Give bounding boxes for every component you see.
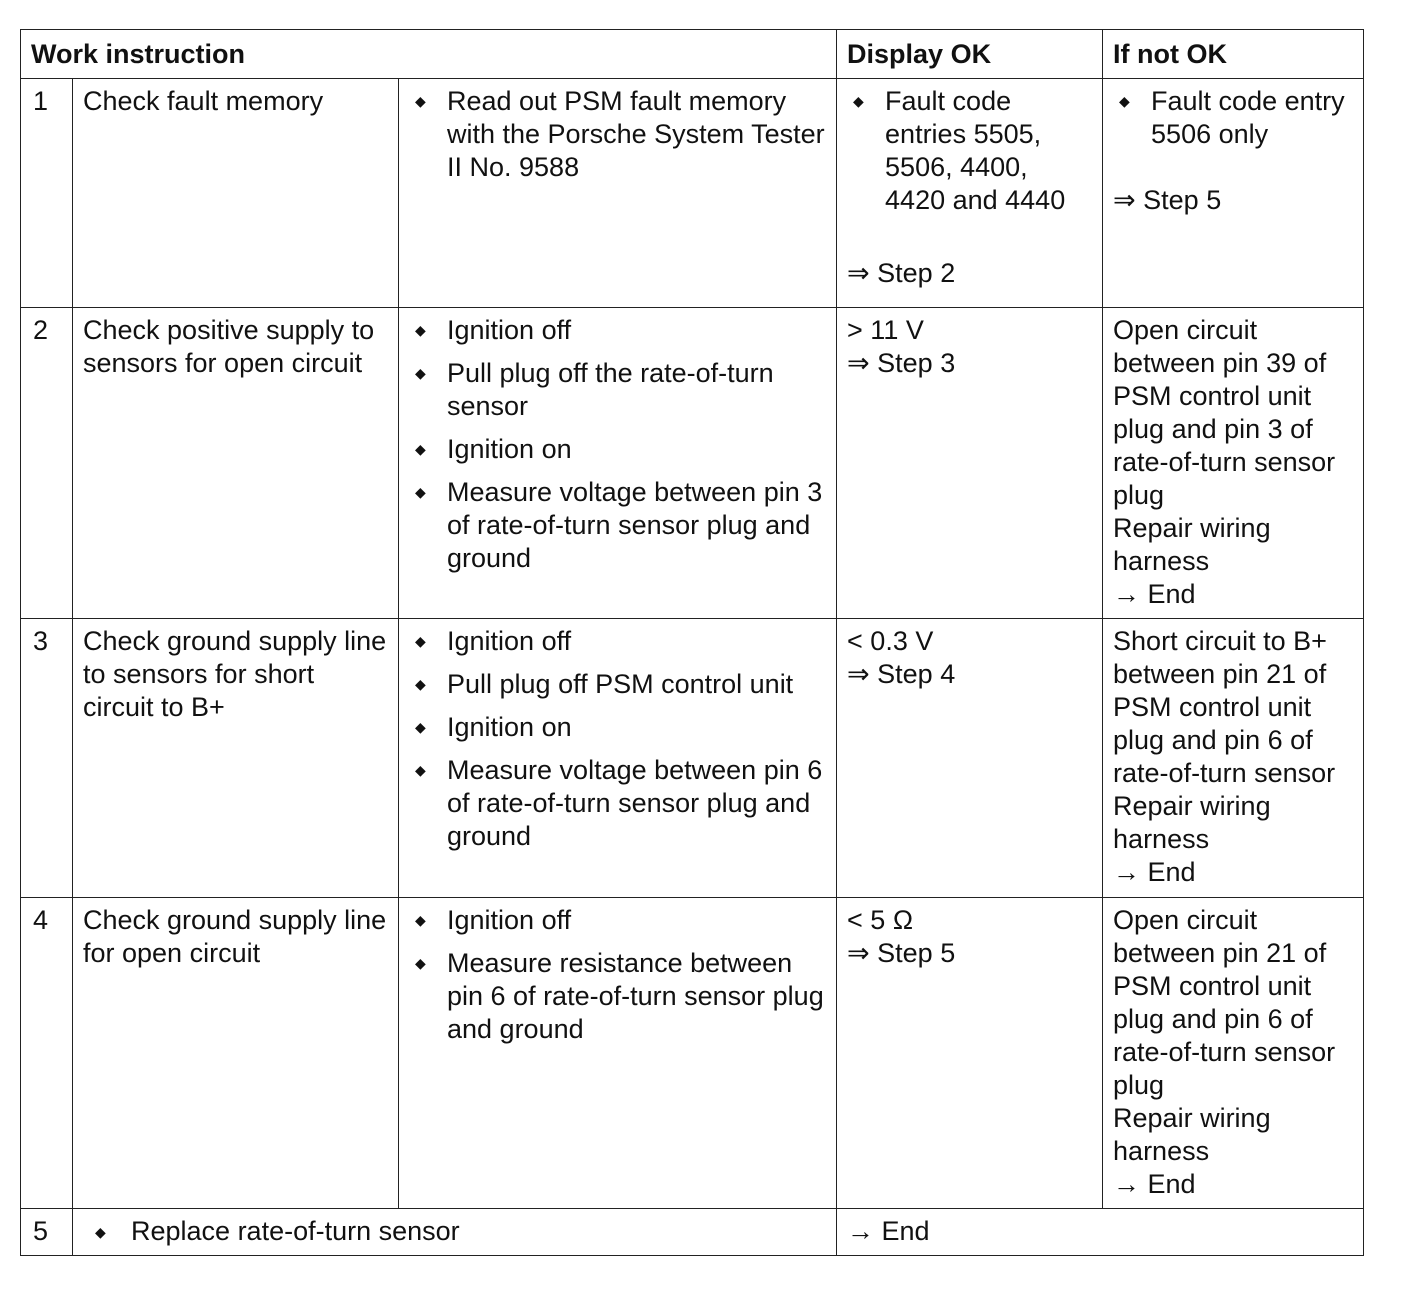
- not-ok-cell: [1103, 79, 1364, 308]
- instruction-steps: [399, 79, 837, 308]
- instruction-bullet: ◆ Read out PSM fault memory with the Porsche System Tester II No. 9588: [409, 85, 826, 184]
- instruction-bullet: ◆ Measure voltage between pin 6 of rate-of-turn sensor plug and ground: [409, 754, 826, 853]
- instruction-bullet: ◆ Ignition off: [409, 904, 826, 937]
- display-ok-next-step: → End: [847, 1216, 930, 1246]
- header-work-instruction: Work instruction: [21, 30, 837, 79]
- step-number: 1: [21, 79, 73, 308]
- display-ok-cell: [837, 79, 1103, 308]
- instruction-bullet: ◆ Measure resistance between pin 6 of rate-of-turn sensor plug and ground: [409, 947, 826, 1046]
- instruction-steps: [399, 898, 837, 1209]
- display-ok-cell: [837, 308, 1103, 619]
- display-ok-cell: [837, 619, 1103, 898]
- not-ok-repair: Repair wiring harness: [1113, 513, 1271, 576]
- not-ok-cell: [1103, 898, 1364, 1209]
- step-number: 4: [21, 898, 73, 1209]
- check-description: Check ground supply line for open circuit: [73, 898, 399, 1209]
- instruction-steps: [399, 619, 837, 898]
- instruction-bullet: ◆ Ignition on: [409, 433, 826, 466]
- header-if-not-ok: If not OK: [1103, 30, 1364, 79]
- step-number: 2: [21, 308, 73, 619]
- display-ok-bullet: ◆ Fault code entries 5505, 5506, 4400, 4420 and 4440: [847, 85, 1092, 217]
- instruction-bullet: ◆ Pull plug off PSM control unit: [409, 668, 826, 701]
- not-ok-repair: Repair wiring harness: [1113, 791, 1271, 854]
- not-ok-next-step: → End: [1113, 857, 1196, 887]
- not-ok-description: Open circuit between pin 39 of PSM control unit plug and pin 3 of rate-of-turn sensor plug: [1113, 315, 1336, 510]
- not-ok-repair: Repair wiring harness: [1113, 1103, 1271, 1166]
- not-ok-cell: [1103, 308, 1364, 619]
- display-ok-value: < 5 Ω: [847, 905, 914, 935]
- check-description: Check positive supply to sensors for open circuit: [73, 308, 399, 619]
- not-ok-description: Short circuit to B+ between pin 21 of PSM control unit plug and pin 6 of rate-of-turn sensor: [1113, 626, 1336, 788]
- table-row: [21, 619, 1364, 898]
- display-ok-next-step: ⇒ Step 2: [847, 258, 956, 288]
- display-ok-next-step: ⇒ Step 4: [847, 659, 956, 689]
- display-ok-next-step: ⇒ Step 5: [847, 938, 956, 968]
- table-row: [21, 898, 1364, 1209]
- table-row: [21, 308, 1364, 619]
- step-number: 5: [21, 1209, 73, 1256]
- instruction-bullet: ◆ Ignition off: [409, 314, 826, 347]
- not-ok-next-step: → End: [1113, 579, 1196, 609]
- table-row: [21, 79, 1364, 308]
- not-ok-next-step: ⇒ Step 5: [1113, 185, 1222, 215]
- display-ok-value: < 0.3 V: [847, 626, 934, 656]
- display-ok-next-step: ⇒ Step 3: [847, 348, 956, 378]
- instruction-steps: [399, 308, 837, 619]
- check-description: Check ground supply line to sensors for short circuit to B+: [73, 619, 399, 898]
- instruction-bullet: ◆ Pull plug off the rate-of-turn sensor: [409, 357, 826, 423]
- instruction-bullet: ◆ Replace rate-of-turn sensor: [83, 1216, 460, 1246]
- not-ok-cell: [1103, 619, 1364, 898]
- check-description: Check fault memory: [73, 79, 399, 308]
- not-ok-bullet: ◆ Fault code entry 5506 only: [1113, 85, 1353, 151]
- instruction-bullet: ◆ Ignition on: [409, 711, 826, 744]
- not-ok-next-step: → End: [1113, 1169, 1196, 1199]
- table-row: [21, 1209, 1364, 1256]
- instruction-bullet: ◆ Ignition off: [409, 625, 826, 658]
- step-number: 3: [21, 619, 73, 898]
- header-display-ok: Display OK: [837, 30, 1103, 79]
- work-instruction-table: [20, 29, 1364, 1256]
- not-ok-description: Open circuit between pin 21 of PSM control unit plug and pin 6 of rate-of-turn sensor plug: [1113, 905, 1336, 1100]
- table-header-row: [21, 30, 1364, 79]
- instruction-bullet: ◆ Measure voltage between pin 3 of rate-of-turn sensor plug and ground: [409, 476, 826, 575]
- display-ok-value: > 11 V: [847, 315, 924, 345]
- display-ok-cell: [837, 898, 1103, 1209]
- instruction-steps: [73, 1209, 837, 1256]
- display-ok-cell: [837, 1209, 1364, 1256]
